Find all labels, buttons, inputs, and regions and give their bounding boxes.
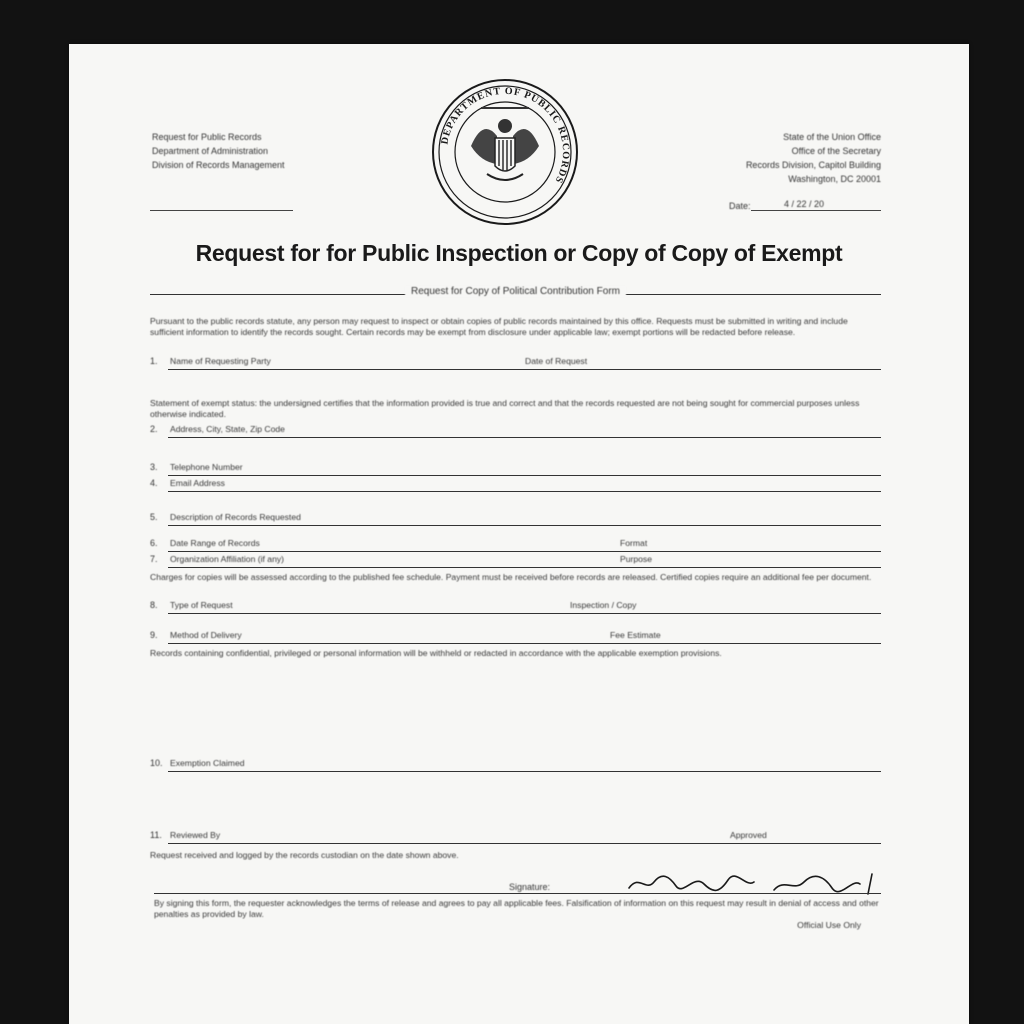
field-number: 10. [150,758,163,768]
signature-rule [154,893,881,894]
field-row[interactable] [150,630,881,644]
field-number: 5. [150,512,158,522]
form-title: Request for for Public Inspection or Copy of Copy of Exempt [195,240,843,266]
field-label-secondary: Purpose [620,554,653,564]
subtitle-row [150,286,881,300]
field-rule [168,843,881,844]
note-paragraph: Records containing confidential, privileged or personal information will be withheld or redacted in accordance with the applicable exemption provisions. [150,648,722,658]
field-number: 2. [150,424,158,434]
note-paragraph: Statement of exempt status: the undersigned certifies that the information provided is true and correct and that the records requested are not being sought for commercial purposes unless otherwise indicated. [150,398,860,419]
field-label: Email Address [170,478,225,488]
field-label: Type of Request [170,600,233,610]
signature-label: Signature: [509,882,551,892]
field-row[interactable] [150,478,881,492]
field-number: 3. [150,462,158,472]
field-rule [168,475,881,476]
date-label: Date: [729,201,751,211]
field-label-secondary: Approved [730,830,767,840]
field-label: Exemption Claimed [170,758,245,768]
field-label-secondary: Fee Estimate [610,630,661,640]
field-label-secondary: Date of Request [525,356,588,366]
field-number: 7. [150,554,158,564]
field-label: Organization Affiliation (if any) [170,554,285,564]
field-row[interactable] [150,538,881,552]
field-number: 6. [150,538,158,548]
seal-text: DEPARTMENT OF PUBLIC RECORDS [439,85,572,186]
field-rule [168,613,881,614]
field-label: Telephone Number [170,462,243,472]
field-label: Method of Delivery [170,630,242,640]
field-row[interactable] [150,512,881,526]
form-subtitle: Request for Copy of Political Contribution Form [405,286,626,297]
header-right-block [746,130,881,186]
field-rule [168,491,881,492]
field-label: Date Range of Records [170,538,260,548]
document-sheet [69,44,969,1024]
note-paragraph: Request received and logged by the records custodian on the date shown above. [150,850,459,860]
field-row[interactable] [150,600,881,614]
field-rule [168,643,881,644]
header-left-block [152,130,285,172]
note-paragraph: Charges for copies will be assessed according to the published fee schedule. Payment must be received before records are released. Certified copies require an additional fee per document. [150,572,872,582]
field-rule [168,525,881,526]
field-label: Name of Requesting Party [170,356,271,366]
date-value[interactable]: 4 / 22 / 20 [784,199,825,209]
field-row[interactable] [150,830,881,844]
field-rule [168,551,881,552]
official-seal [431,78,579,226]
field-label-secondary: Format [620,538,648,548]
field-rule [168,437,881,438]
field-row[interactable] [150,758,881,772]
field-label-secondary: Inspection / Copy [570,600,637,610]
field-rule [168,771,881,772]
field-number: 4. [150,478,158,488]
header-right-line: Records Division, Capitol Building [745,160,881,170]
date-rule [751,210,881,211]
field-number: 1. [150,356,158,366]
field-rule [168,369,881,370]
header-right-line: Washington, DC 20001 [788,174,881,184]
footer-paragraph: By signing this form, the requester acknowledges the terms of release and agrees to pay all applicable fees. Falsification of information on this request may result in denial of access and other penalties as provided by law. [154,898,879,919]
field-label: Reviewed By [170,830,221,840]
header-right-line: Office of the Secretary [791,146,881,156]
header-left-line: Division of Records Management [152,160,285,170]
intro-paragraph: Pursuant to the public records statute, any person may request to inspect or obtain copies of public records maintained by this office. Requests must be submitted in writing and include sufficient information to identify the records sought. Certain records may be exempt from disclosure under applicable law; exempt portions will be redacted before release. [150,316,848,337]
field-row[interactable] [150,356,881,370]
field-number: 8. [150,600,158,610]
header-left-rule [150,210,293,211]
field-label: Address, City, State, Zip Code [170,424,285,434]
field-row[interactable] [150,554,881,568]
field-label: Description of Records Requested [170,512,301,522]
footer-right-text: Official Use Only [797,920,861,930]
field-number: 11. [150,830,162,840]
field-number: 9. [150,630,158,640]
field-row[interactable] [150,462,881,476]
header-right-line: State of the Union Office [783,132,881,142]
header-left-line: Request for Public Records [152,132,262,142]
field-rule [168,567,881,568]
field-row[interactable] [150,424,881,438]
header-left-line: Department of Administration [152,146,269,156]
